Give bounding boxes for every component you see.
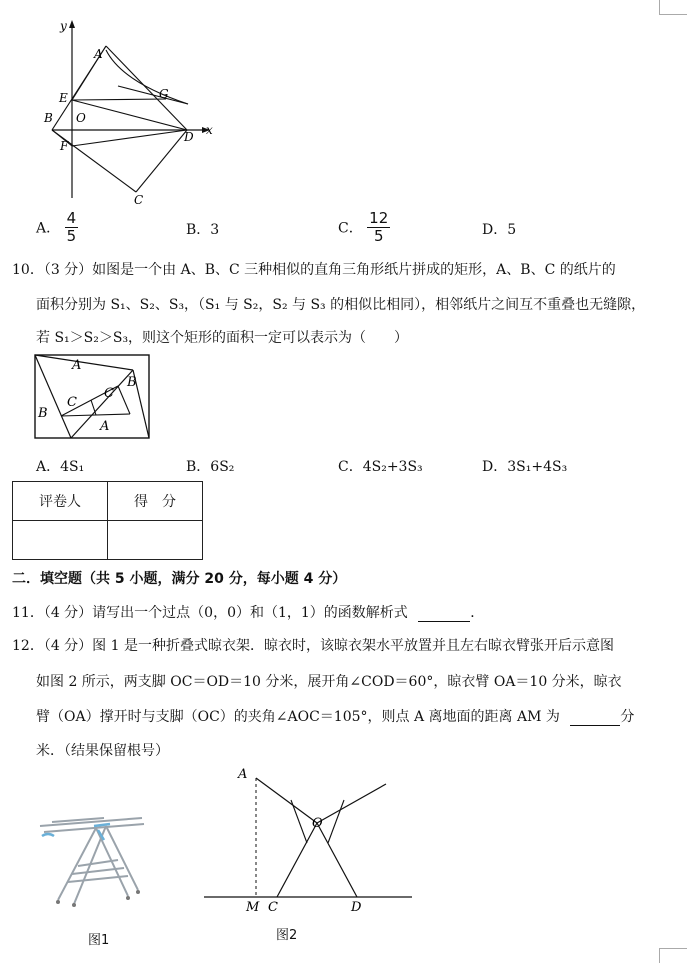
q10-fig-label-A-bottom: A xyxy=(100,419,110,434)
label-F: F xyxy=(60,139,69,153)
q9-option-a-prefix: A． xyxy=(36,220,61,237)
label-B: B xyxy=(44,111,53,125)
q10-figure xyxy=(34,354,152,440)
fig2-label-O: O xyxy=(312,816,323,831)
fig2-label-D: D xyxy=(351,900,362,915)
q9-option-a[interactable] xyxy=(36,210,78,245)
q11 xyxy=(12,602,484,622)
section-2-heading: 二．填空题（共 5 小题，满分 20 分，每小题 4 分） xyxy=(12,571,347,587)
frac-numerator: 4 xyxy=(66,209,77,227)
label-D: D xyxy=(184,130,194,144)
q10-line-3: 若 S₁＞S₂＞S₃，则这个矩形的面积一定可以表示为（ ） xyxy=(36,330,409,346)
q11-end: ． xyxy=(470,605,485,621)
q9-figure xyxy=(38,16,228,216)
q12-line-3-unit: 分 xyxy=(620,709,635,725)
corner-mark-top-right xyxy=(659,0,687,15)
q10-option-b[interactable]: B．6S₂ xyxy=(186,459,235,475)
q11-answer-blank[interactable] xyxy=(418,605,470,622)
q10-fig-label-B-right: B xyxy=(127,375,137,390)
score-table-score-header: 得 分 xyxy=(108,482,203,521)
label-y: y xyxy=(60,19,67,33)
drying-rack-illustration xyxy=(34,812,152,912)
q11-text: 11．（4 分）请写出一个过点（0，0）和（1，1）的函数解析式 xyxy=(12,605,408,621)
frac-numerator: 12 xyxy=(369,209,389,227)
score-table xyxy=(12,481,203,560)
q10-option-c[interactable]: C．4S₂+3S₃ xyxy=(338,459,423,475)
q12-answer-blank[interactable] xyxy=(570,709,620,726)
q10-line-2: 面积分别为 S₁、S₂、S₃，（S₁ 与 S₂，S₂ 与 S₃ 的相似比相同），相邻纸片之间互不重叠也无缝隙， xyxy=(36,297,646,313)
q9-option-a-fraction xyxy=(65,210,79,245)
fig2-label-M: M xyxy=(246,900,260,915)
q9-option-c-fraction xyxy=(367,210,390,245)
figure-2-caption: 图2 xyxy=(276,928,298,943)
label-A: A xyxy=(94,47,103,61)
label-G: G xyxy=(159,87,169,101)
q10-fig-label-C-2: C xyxy=(104,386,114,401)
score-table-score-cell[interactable] xyxy=(108,521,203,560)
q10-option-a[interactable]: A．4S₁ xyxy=(36,459,85,475)
label-C: C xyxy=(134,193,144,207)
figure-1-caption: 图1 xyxy=(88,933,110,948)
q10-line-1: 10．（3 分）如图是一个由 A、B、C 三种相似的直角三角形纸片拼成的矩形，A、B、C 的纸片的 xyxy=(12,262,616,278)
fig2-label-C: C xyxy=(268,900,278,915)
q9-option-b[interactable]: B．3 xyxy=(186,222,220,238)
frac-denominator: 5 xyxy=(373,227,384,245)
q12-line-1: 12．（4 分）图 1 是一种折叠式晾衣架．晾衣时，该晾衣架水平放置并且左右晾衣臂张开后示意图 xyxy=(12,638,614,654)
q10-option-d[interactable]: D．3S₁+4S₃ xyxy=(482,459,568,475)
corner-mark-bottom-right xyxy=(659,948,687,963)
q9-option-c-prefix: C． xyxy=(338,220,363,237)
label-E: E xyxy=(59,91,68,105)
q10-fig-label-A-top: A xyxy=(72,358,82,373)
label-O: O xyxy=(76,111,86,125)
q12-line-3-text: 臂（OA）撑开时与支脚（OC）的夹角∠AOC＝105°，则点 A 离地面的距离 AM 为 xyxy=(36,709,560,725)
q10-fig-label-B-left: B xyxy=(38,406,48,421)
score-table-grader-header: 评卷人 xyxy=(13,482,108,521)
q12-line-4: 米．（结果保留根号） xyxy=(36,743,169,759)
q9-option-d[interactable]: D．5 xyxy=(482,222,517,238)
q12-figure-2 xyxy=(200,760,420,920)
frac-denominator: 5 xyxy=(66,227,77,245)
score-table-grader-cell[interactable] xyxy=(13,521,108,560)
label-x: x xyxy=(206,123,213,137)
fig2-label-A: A xyxy=(238,767,248,782)
q12-line-2: 如图 2 所示，两支脚 OC＝OD＝10 分米，展开角∠COD＝60°，晾衣臂 OA＝10 分米，晾衣 xyxy=(36,674,622,690)
q12-line-3 xyxy=(36,706,634,726)
q9-option-c[interactable] xyxy=(338,210,390,245)
q10-fig-label-C-1: C xyxy=(67,395,77,410)
